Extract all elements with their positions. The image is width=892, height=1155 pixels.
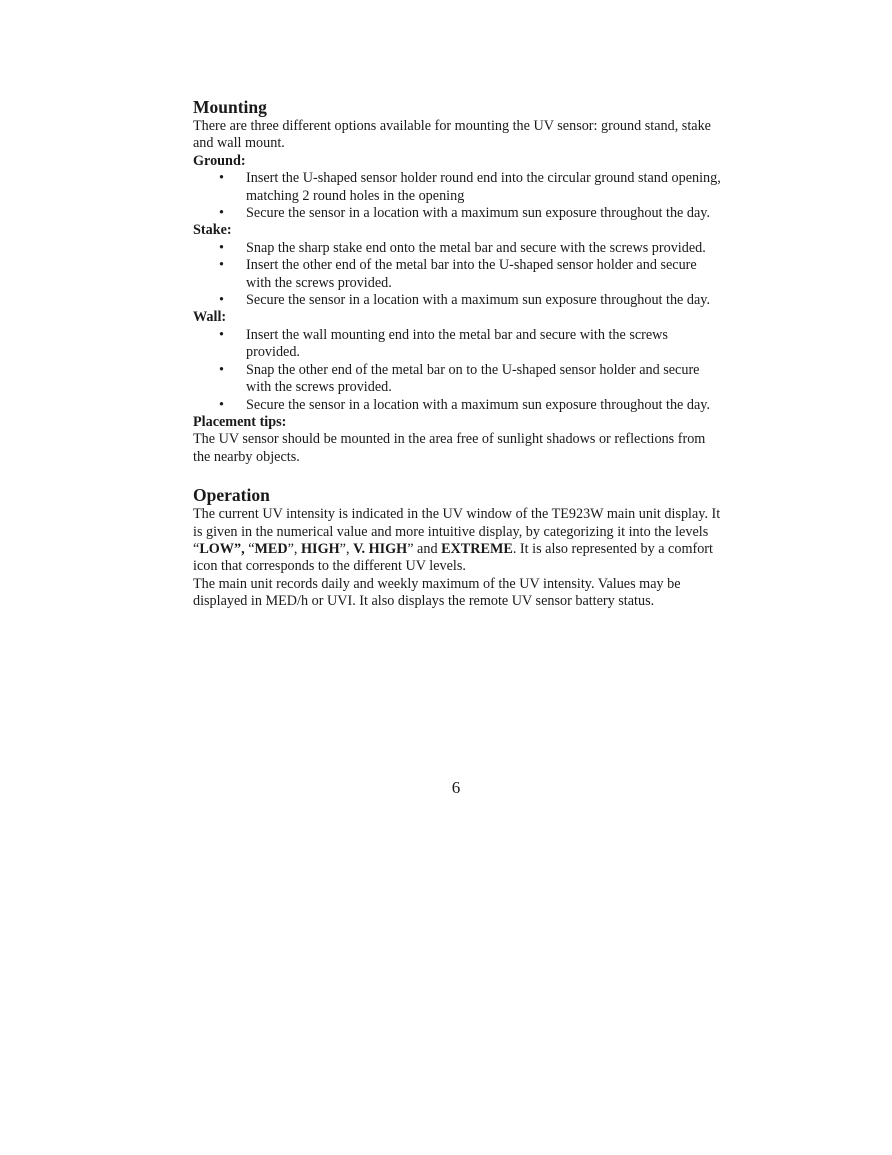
bullet-icon: • [219, 292, 224, 309]
bullet-icon: • [219, 361, 224, 378]
level-med: MED [254, 540, 288, 557]
bullet-icon: • [219, 257, 224, 274]
list-item: • Snap the sharp stake end onto the metal bar and secure with the screws provided. [219, 239, 706, 256]
mounting-heading: Mounting [193, 97, 267, 117]
bullet-icon: • [219, 205, 224, 222]
placement-text: The UV sensor should be mounted in the area free of sunlight shadows or reflections from the nearby objects. [193, 431, 706, 465]
mounting-intro: There are three different options available for mounting the UV sensor: ground stand, stake and wall mount. [193, 118, 711, 152]
list-item: • Secure the sensor in a location with a maximum sun exposure throughout the day. [219, 292, 711, 309]
list-item: • Secure the sensor in a location with a maximum sun exposure throughout the day. [219, 205, 711, 222]
page-number: 6 [451, 778, 461, 797]
level-v-high: V. HIGH [353, 540, 408, 557]
wall-list [193, 327, 723, 414]
ground-label: Ground: [193, 152, 246, 169]
bullet-icon: • [219, 239, 224, 256]
wall-label: Wall: [193, 309, 227, 326]
stake-list [193, 240, 723, 310]
list-item: • Insert the U-shaped sensor holder round end into the circular ground stand opening, matching 2 round holes in the opening [219, 170, 721, 204]
page-content [193, 96, 723, 611]
list-item: • Insert the other end of the metal bar into the U-shaped sensor holder and secure with the screws provided. [219, 257, 697, 291]
ground-list [193, 170, 723, 222]
bullet-icon: • [219, 326, 224, 343]
list-item: • Snap the other end of the metal bar on to the U-shaped sensor holder and secure with the screws provided. [219, 361, 700, 396]
list-item: • Secure the sensor in a location with a maximum sun exposure throughout the day. [219, 396, 711, 413]
operation-heading: Operation [193, 485, 270, 506]
placement-label: Placement tips: [193, 413, 287, 430]
bullet-icon: • [219, 170, 224, 187]
stake-label: Stake: [193, 222, 232, 239]
level-extreme: EXTREME [441, 540, 513, 557]
level-low: LOW”, [199, 540, 245, 557]
operation-paragraph-2: The main unit records daily and weekly maximum of the UV intensity. Values may be displayed in MED/h or UVI. It also displays the remote UV sensor battery status. [193, 575, 681, 610]
list-item: • Insert the wall mounting end into the metal bar and secure with the screws provided. [219, 326, 668, 361]
level-high: HIGH [301, 540, 340, 557]
operation-paragraph-1: The current UV intensity is indicated in the UV window of the TE923W main unit display. It is given in the numerical value and more intuitive display, by categorizing it into the levels “LOW”, “MED”, HIGH”, V. HIGH” and EXTREME. It is also represented by a comfort icon that corresponds to the different UV levels. [193, 506, 721, 575]
bullet-icon: • [219, 396, 224, 413]
